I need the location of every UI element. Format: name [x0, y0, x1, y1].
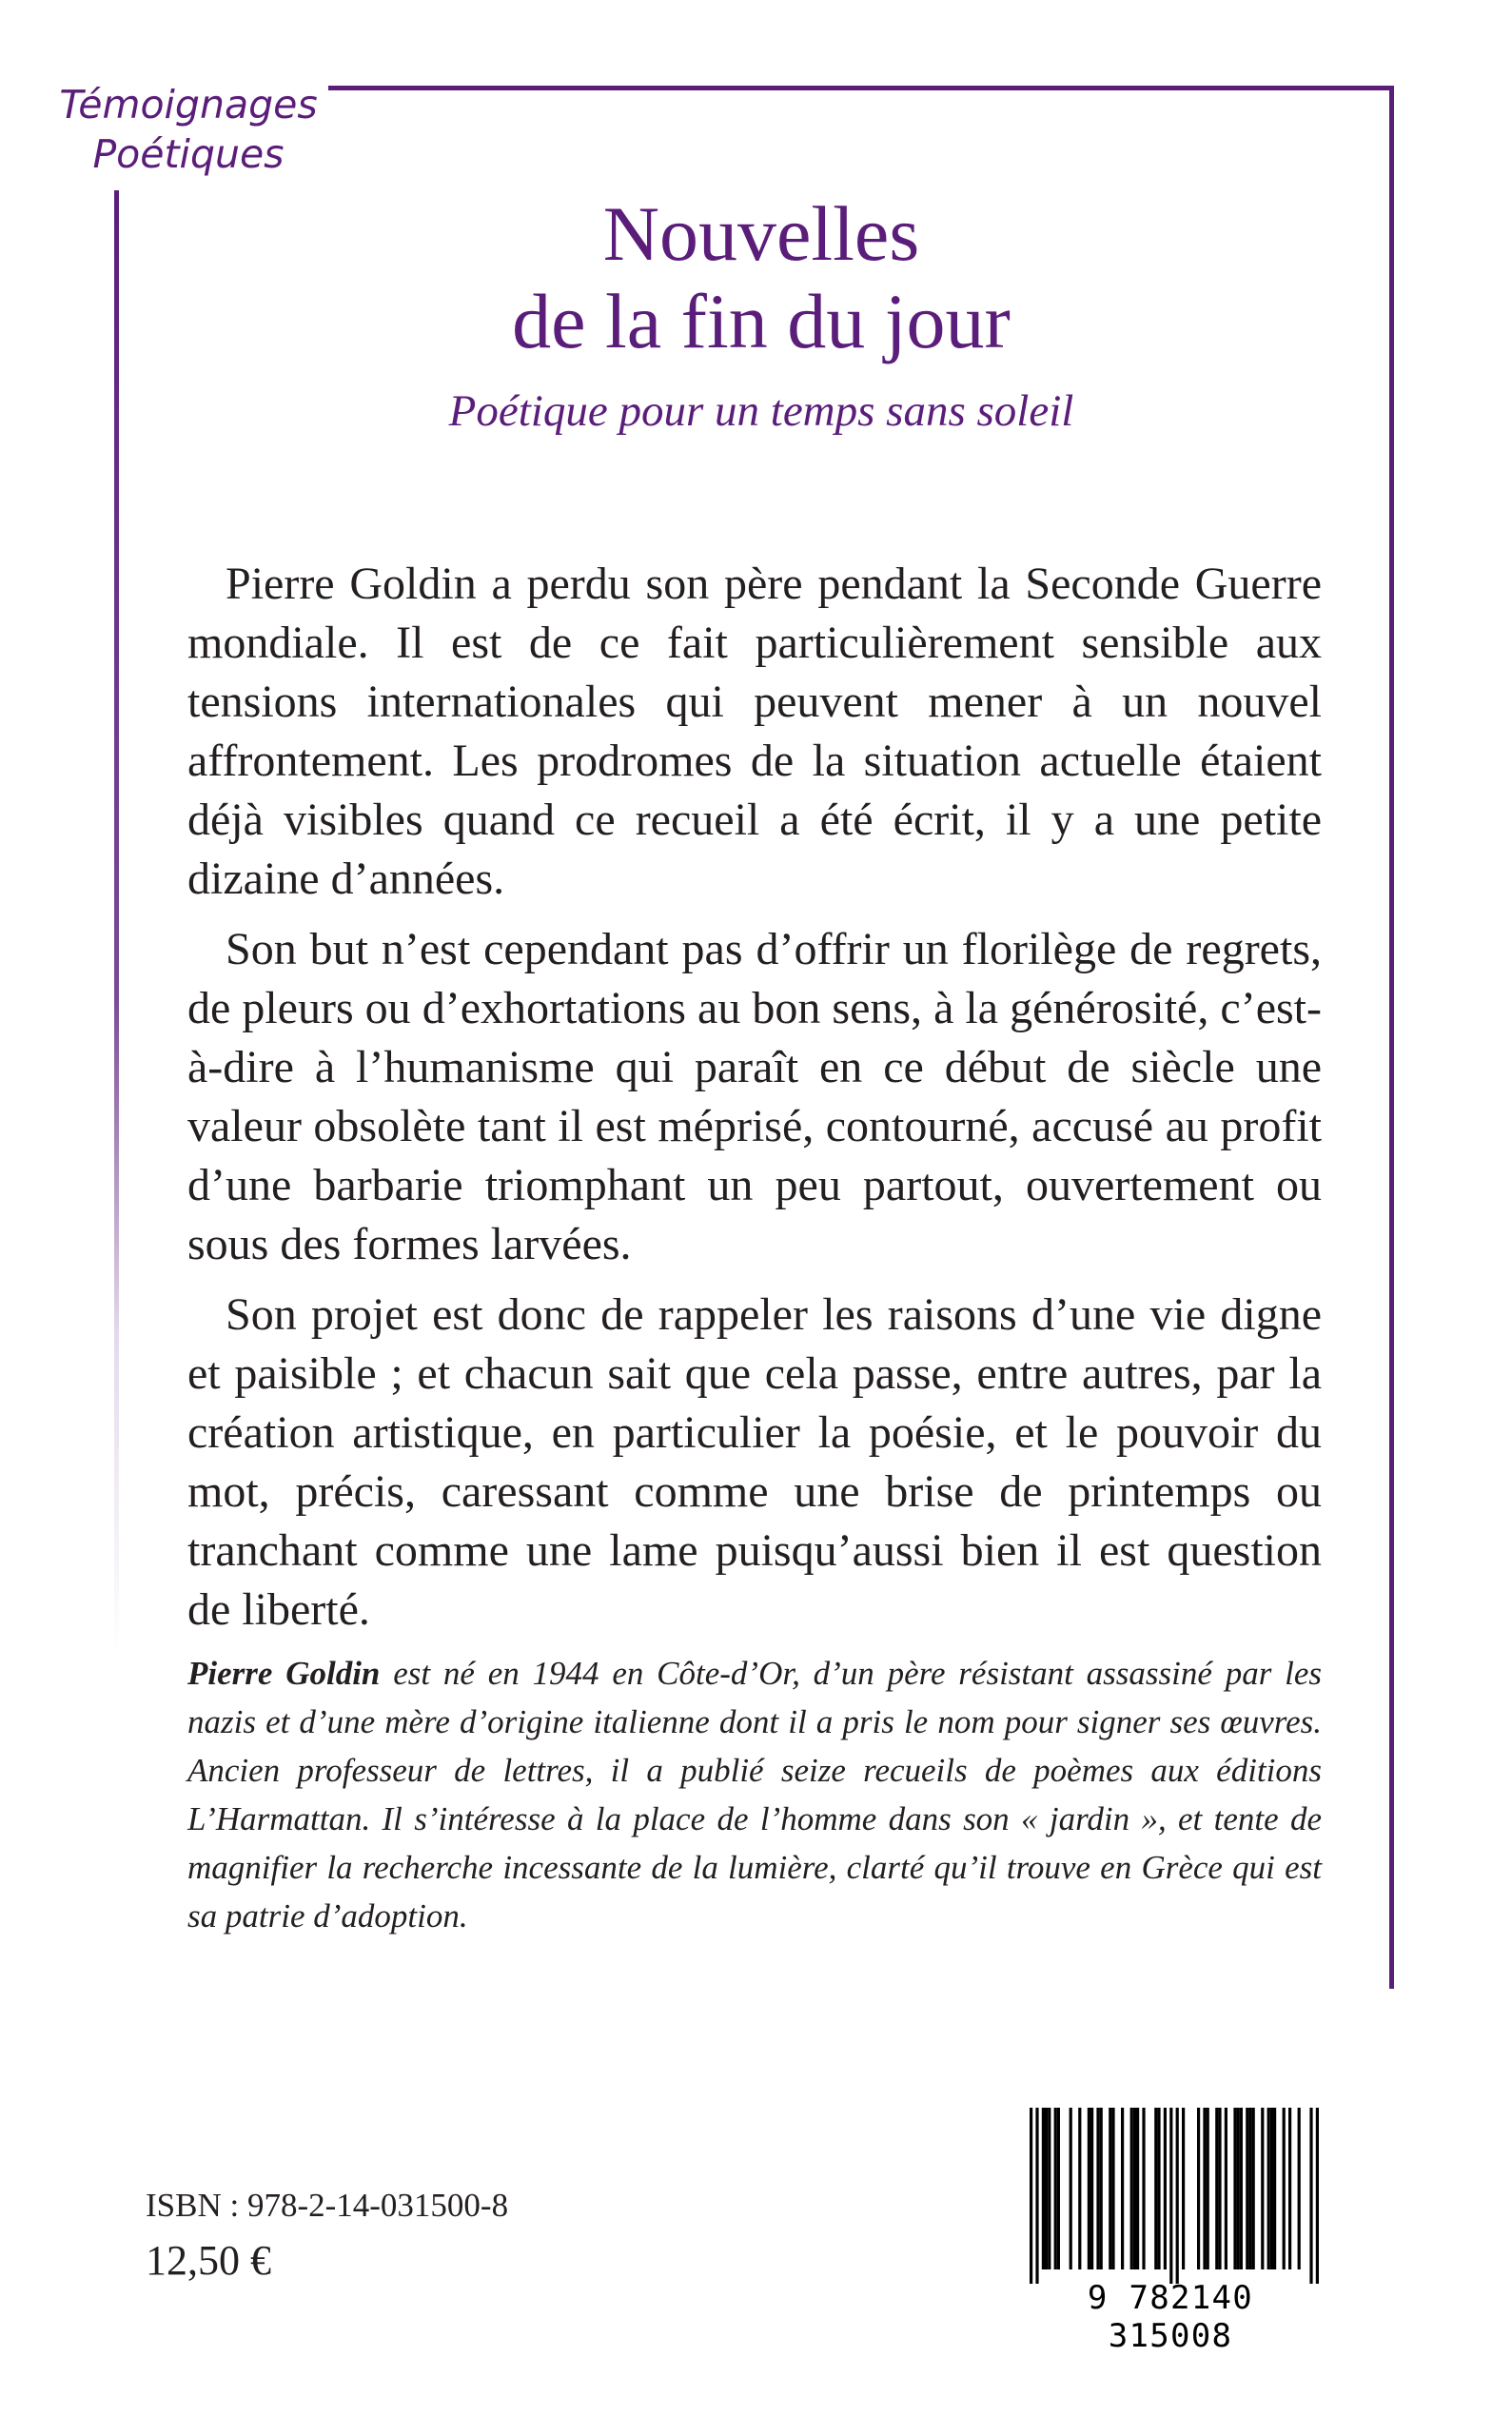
barcode-bar	[1045, 2108, 1048, 2269]
barcode-bar	[1133, 2108, 1136, 2269]
barcode-bar	[1218, 2108, 1221, 2269]
barcode-bar	[1100, 2108, 1103, 2269]
barcode-bar	[1261, 2108, 1264, 2269]
barcode-bar	[1096, 2108, 1099, 2269]
barcode-bar	[1240, 2108, 1243, 2269]
barcode-bar	[1070, 2108, 1072, 2269]
barcode-bar	[1030, 2108, 1032, 2284]
book-title	[285, 190, 1237, 365]
barcode-bar	[1270, 2108, 1273, 2269]
barcode-bar	[1207, 2108, 1209, 2269]
summary-paragraph-3: Son projet est donc de rappeler les raisons d’une vie digne et paisible ; et chacun sait que cela passe, entre autres, par la création artistique, en particulier la poésie, et le pouvoir du mot, précis, caressant comme une brise de printemps ou tranchant comme une lame puisqu’aussi bien il est question de liberté.	[187, 1289, 1322, 1635]
barcode-bar	[1267, 2108, 1270, 2269]
barcode-bar	[1225, 2108, 1227, 2269]
author-bio	[187, 1649, 1322, 1940]
series-line-2: Poétiques	[92, 131, 285, 177]
barcode-bar	[1169, 2108, 1172, 2284]
barcode-bars	[1018, 2108, 1323, 2284]
barcode-bar	[1182, 2108, 1185, 2269]
top-frame-rule	[328, 86, 1394, 90]
barcode-bar	[1054, 2108, 1057, 2269]
barcode-bar	[1248, 2108, 1251, 2269]
barcode-bar	[1215, 2108, 1218, 2269]
barcode-bar	[1298, 2108, 1301, 2269]
barcode-bar	[1088, 2108, 1090, 2269]
isbn-label: ISBN : 978-2-14-031500-8	[146, 2187, 509, 2224]
barcode-bar	[1309, 2108, 1312, 2284]
barcode-bar	[1154, 2108, 1157, 2269]
barcode-bar	[1057, 2108, 1060, 2269]
book-subtitle: Poétique pour un temps sans soleil	[448, 386, 1074, 436]
barcode-bar	[1288, 2108, 1291, 2269]
title-line-1: Nouvelles	[602, 190, 920, 277]
summary-text	[187, 555, 1322, 1651]
barcode-bar	[1237, 2108, 1240, 2269]
barcode-bar	[1197, 2108, 1200, 2269]
barcode-bar	[1203, 2108, 1206, 2269]
barcode-bar	[1233, 2108, 1236, 2269]
price-label: 12,50 €	[146, 2237, 271, 2284]
barcode-bar	[1035, 2108, 1038, 2284]
barcode-bar	[1042, 2108, 1045, 2269]
barcode-bar	[1136, 2108, 1139, 2269]
summary-paragraph-2: Son but n’est cependant pas d’offrir un florilège de regrets, de pleurs ou d’exhortations au bon sens, à la générosité, c’est-à-dire à l’humanisme qui paraît en ce début de siècle une valeur obsolète tant il est méprisé, contourné, accusé au profit d’une barbarie triomphant un peu partout, ouvertement ou sous des formes larvées.	[187, 924, 1322, 1269]
right-frame-rule	[1389, 86, 1394, 1989]
barcode-bar	[1246, 2108, 1248, 2269]
barcode-bar	[1142, 2108, 1145, 2269]
barcode-bar	[1316, 2108, 1319, 2284]
barcode-bar	[1048, 2108, 1051, 2269]
barcode-bar	[1176, 2108, 1179, 2284]
barcode	[1018, 2108, 1323, 2355]
barcode-bar	[1157, 2108, 1160, 2269]
author-bio-text: est né en 1944 en Côte-d’Or, d’un père résistant assassiné par les nazis et d’une mère d’origine italienne dont il a pris le nom pour signer ses œuvres. Ancien professeur de lettres, il a publié seize recueils de poèmes aux éditions L’Harmattan. Il s’intéresse à la place de l’homme dans son « jardin », et tente de magnifier la recherche incessante de la lumière, clarté qu’il trouve en Grèce qui est sa patrie d’adoption.	[187, 1655, 1322, 1935]
barcode-bar	[1130, 2108, 1133, 2269]
barcode-bar	[1283, 2108, 1286, 2269]
barcode-bar	[1164, 2108, 1167, 2269]
barcode-bar	[1252, 2108, 1255, 2269]
barcode-bar	[1090, 2108, 1093, 2269]
barcode-bar	[1273, 2108, 1276, 2269]
summary-paragraph-1: Pierre Goldin a perdu son père pendant la Seconde Guerre mondiale. Il est de ce fait particulièrement sensible aux tensions internationales qui peuvent mener à un nouvel affrontement. Les prodromes de la situation actuelle étaient déjà visibles quand ce recueil a été écrit, il y a une petite dizaine d’années.	[187, 559, 1322, 904]
title-line-2: de la fin du jour	[512, 278, 1011, 364]
barcode-bar	[1111, 2108, 1114, 2269]
barcode-digits: 9 782140 315008	[1087, 2279, 1254, 2355]
barcode-bar	[1078, 2108, 1081, 2269]
series-line-1: Témoignages	[59, 82, 318, 128]
author-name: Pierre Goldin	[187, 1655, 381, 1692]
left-frame-rule	[114, 190, 119, 1656]
barcode-bar	[1121, 2108, 1124, 2269]
series-logo	[46, 80, 331, 179]
barcode-bar	[1109, 2108, 1111, 2269]
